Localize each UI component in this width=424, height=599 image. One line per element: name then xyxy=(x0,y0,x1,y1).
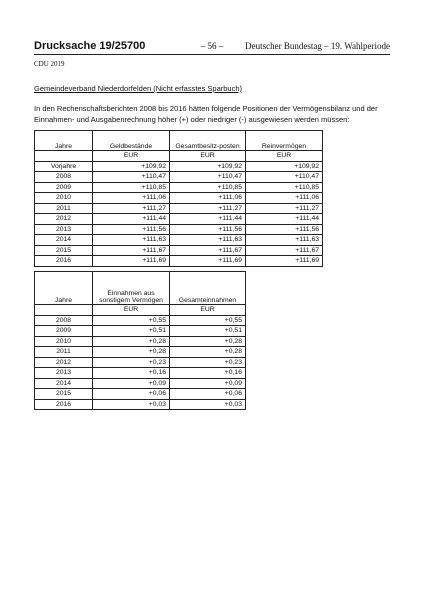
value-cell: +0,06 xyxy=(93,389,170,400)
table-row xyxy=(35,235,323,246)
section-title: Gemeindeverband Niederdorfelden (Nicht erfasstes Sparbuch) xyxy=(34,84,243,93)
value-cell: +110,85 xyxy=(246,182,323,193)
year-cell: 2013 xyxy=(35,368,93,379)
section-label: CDU 2019 xyxy=(34,60,65,68)
col-header-total-assets: Gesamtbesitz-posten xyxy=(170,131,246,151)
value-cell: +111,06 xyxy=(246,193,323,204)
value-cell: +111,06 xyxy=(93,193,170,204)
col-header-cash: Geldbestände xyxy=(93,131,170,151)
intro-paragraph: In den Rechenschaftsberichten 2008 bis 2016 hätten folgende Positionen der Vermögensbilanz und der Einnahmen- und Ausgabenrechnung höher (+) oder niedriger (-) ausgewiesen werden müssen: xyxy=(34,104,378,124)
value-cell: +0,09 xyxy=(93,378,170,389)
col-header-net-assets: Reinvermögen xyxy=(246,131,323,151)
value-cell: +109,92 xyxy=(246,161,323,172)
assets-table xyxy=(34,130,323,267)
table-row xyxy=(35,357,246,368)
value-cell: +111,63 xyxy=(93,235,170,246)
table-row xyxy=(35,172,323,183)
value-cell: +0,03 xyxy=(170,399,246,410)
value-cell: +0,16 xyxy=(170,368,246,379)
table-row xyxy=(35,315,246,326)
year-cell: 2016 xyxy=(35,399,93,410)
value-cell: +0,55 xyxy=(93,315,170,326)
value-cell: +109,92 xyxy=(170,161,246,172)
year-cell: 2011 xyxy=(35,347,93,358)
value-cell: +0,16 xyxy=(93,368,170,379)
unit-cell: EUR xyxy=(170,305,246,316)
value-cell: +111,63 xyxy=(170,235,246,246)
document-number: Drucksache 19/25700 xyxy=(34,40,146,52)
year-cell: 2015 xyxy=(35,245,93,256)
table-row xyxy=(35,399,246,410)
col-header-years: Jahre xyxy=(35,131,93,151)
value-cell: +111,44 xyxy=(246,214,323,225)
value-cell: +0,51 xyxy=(170,326,246,337)
year-cell: 2012 xyxy=(35,214,93,225)
value-cell: +111,44 xyxy=(170,214,246,225)
col-header-other-income: Einnahmen aus sonstigem Vermögen xyxy=(93,272,170,305)
table-row xyxy=(35,182,323,193)
value-cell: +110,47 xyxy=(246,172,323,183)
table-row xyxy=(35,347,246,358)
table-row xyxy=(35,336,246,347)
col-header-years: Jahre xyxy=(35,272,93,305)
page-number: – 56 – xyxy=(200,41,224,51)
year-cell: 2014 xyxy=(35,235,93,246)
year-cell: 2010 xyxy=(35,336,93,347)
value-cell: +0,51 xyxy=(93,326,170,337)
value-cell: +0,28 xyxy=(93,336,170,347)
value-cell: +0,09 xyxy=(170,378,246,389)
unit-cell: EUR xyxy=(93,305,170,316)
value-cell: +0,55 xyxy=(170,315,246,326)
year-cell: 2008 xyxy=(35,172,93,183)
value-cell: +110,47 xyxy=(170,172,246,183)
value-cell: +111,69 xyxy=(170,256,246,267)
value-cell: +0,23 xyxy=(170,357,246,368)
value-cell: +111,67 xyxy=(170,245,246,256)
table-row xyxy=(35,245,323,256)
table-row xyxy=(35,193,323,204)
publisher-label: Deutscher Bundestag – 19. Wahlperiode xyxy=(245,41,390,51)
value-cell: +110,85 xyxy=(170,182,246,193)
table-row xyxy=(35,389,246,400)
value-cell: +111,56 xyxy=(93,224,170,235)
value-cell: +110,47 xyxy=(93,172,170,183)
value-cell: +111,27 xyxy=(246,203,323,214)
value-cell: +0,03 xyxy=(93,399,170,410)
year-cell: 2014 xyxy=(35,378,93,389)
table-row xyxy=(35,214,323,225)
unit-cell: EUR xyxy=(246,151,323,162)
value-cell: +0,28 xyxy=(93,347,170,358)
table-row xyxy=(35,224,323,235)
year-cell: 2016 xyxy=(35,256,93,267)
table-row xyxy=(35,203,323,214)
value-cell: +111,44 xyxy=(93,214,170,225)
value-cell: +111,27 xyxy=(93,203,170,214)
value-cell: +0,28 xyxy=(170,336,246,347)
unit-cell: EUR xyxy=(93,151,170,162)
value-cell: +111,06 xyxy=(170,193,246,204)
table-row xyxy=(35,256,323,267)
value-cell: +111,69 xyxy=(93,256,170,267)
value-cell: +111,56 xyxy=(246,224,323,235)
unit-cell xyxy=(35,305,93,316)
value-cell: +111,27 xyxy=(170,203,246,214)
value-cell: +0,23 xyxy=(93,357,170,368)
value-cell: +111,67 xyxy=(246,245,323,256)
year-cell: 2012 xyxy=(35,357,93,368)
value-cell: +111,67 xyxy=(93,245,170,256)
unit-cell xyxy=(35,151,93,162)
value-cell: +111,56 xyxy=(170,224,246,235)
value-cell: +109,92 xyxy=(93,161,170,172)
income-table xyxy=(34,271,246,410)
table-row xyxy=(35,326,246,337)
table-row xyxy=(35,368,246,379)
col-header-total-income: Gesamteinnahmen xyxy=(170,272,246,305)
year-cell: Vorjahre xyxy=(35,161,93,172)
year-cell: 2009 xyxy=(35,326,93,337)
year-cell: 2010 xyxy=(35,193,93,204)
value-cell: +111,69 xyxy=(246,256,323,267)
year-cell: 2013 xyxy=(35,224,93,235)
year-cell: 2011 xyxy=(35,203,93,214)
year-cell: 2015 xyxy=(35,389,93,400)
header-divider xyxy=(34,54,390,55)
table-row xyxy=(35,378,246,389)
year-cell: 2008 xyxy=(35,315,93,326)
year-cell: 2009 xyxy=(35,182,93,193)
unit-cell: EUR xyxy=(170,151,246,162)
table-row xyxy=(35,161,323,172)
value-cell: +110,85 xyxy=(93,182,170,193)
value-cell: +0,06 xyxy=(170,389,246,400)
value-cell: +111,63 xyxy=(246,235,323,246)
value-cell: +0,28 xyxy=(170,347,246,358)
